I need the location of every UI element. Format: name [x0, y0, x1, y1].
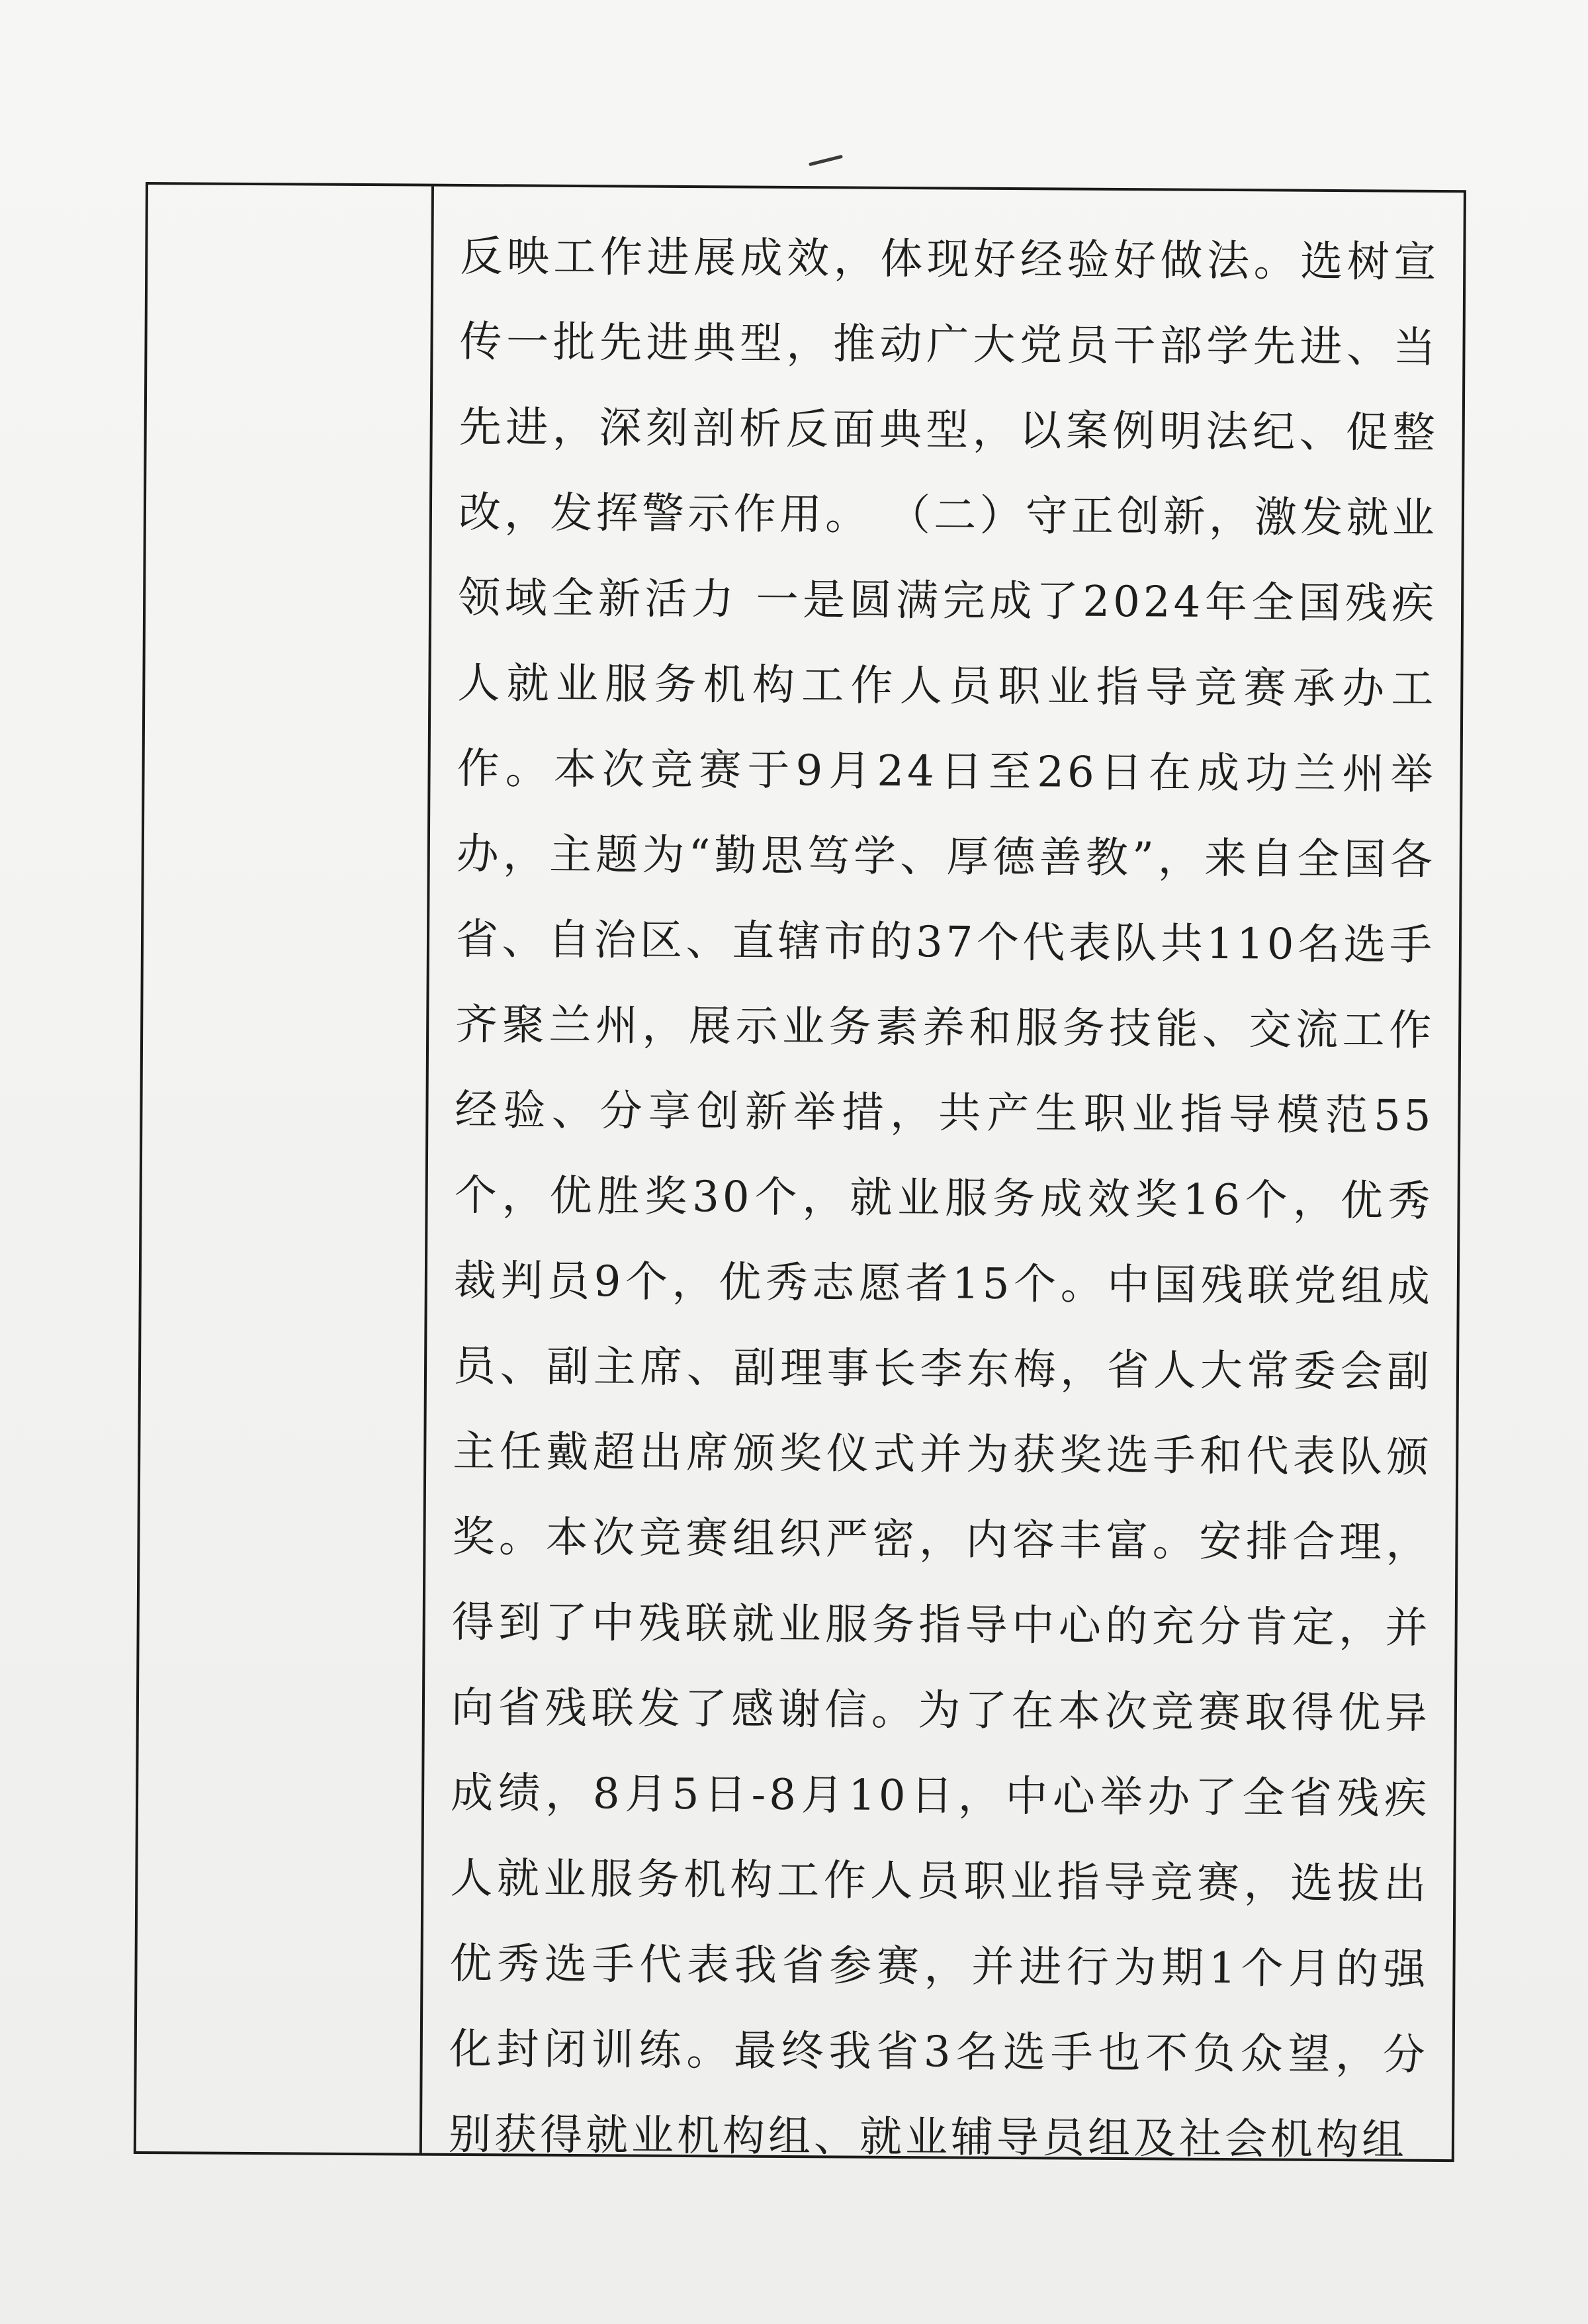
- form-table: [134, 182, 1466, 2165]
- scan-mark: [809, 155, 843, 166]
- body-text: 反映工作进展成效，体现好经验好做法。选树宣传一批先进典型，推动广大党员干部学先进、当先进，深刻剖析反面典型，以案例明法纪、促整改，发挥警示作用。 （二）守正创新，激发就业领域全新活力 一是圆满完成了2024年全国残疾人就业服务机构工作人员职业指导竞赛承办工作。本次竞赛于9月24日至26日在成功兰州举办，主题为“勤思笃学、厚德善教”，来自全国各省、自治区、直辖市的37个代表队共110名选手齐聚兰州，展示业务素养和服务技能、交流工作经验、分享创新举措，共产生职业指导模范55个，优胜奖30个，就业服务成效奖16个，优秀裁判员9个，优秀志愿者15个。中国残联党组成员、副主席、副理事长李东梅，省人大常委会副主任戴超出席颁奖仪式并为获奖选手和代表队颁奖。本次竞赛组织严密，内容丰富。安排合理，得到了中残联就业服务指导中心的充分肯定，并向省残联发了感谢信。为了在本次竞赛取得优异成绩，8月5日-8月10日，中心举办了全省残疾人就业服务机构工作人员职业指导竞赛，选拔出优秀选手代表我省参赛，并进行为期1个月的强化封闭训练。最终我省3名选手也不负众望，分别获得就业机构组、就业辅导员组及社会机构组: [448, 232, 1440, 2165]
- empty-label-cell: [136, 185, 434, 2153]
- content-cell: [422, 187, 1464, 2165]
